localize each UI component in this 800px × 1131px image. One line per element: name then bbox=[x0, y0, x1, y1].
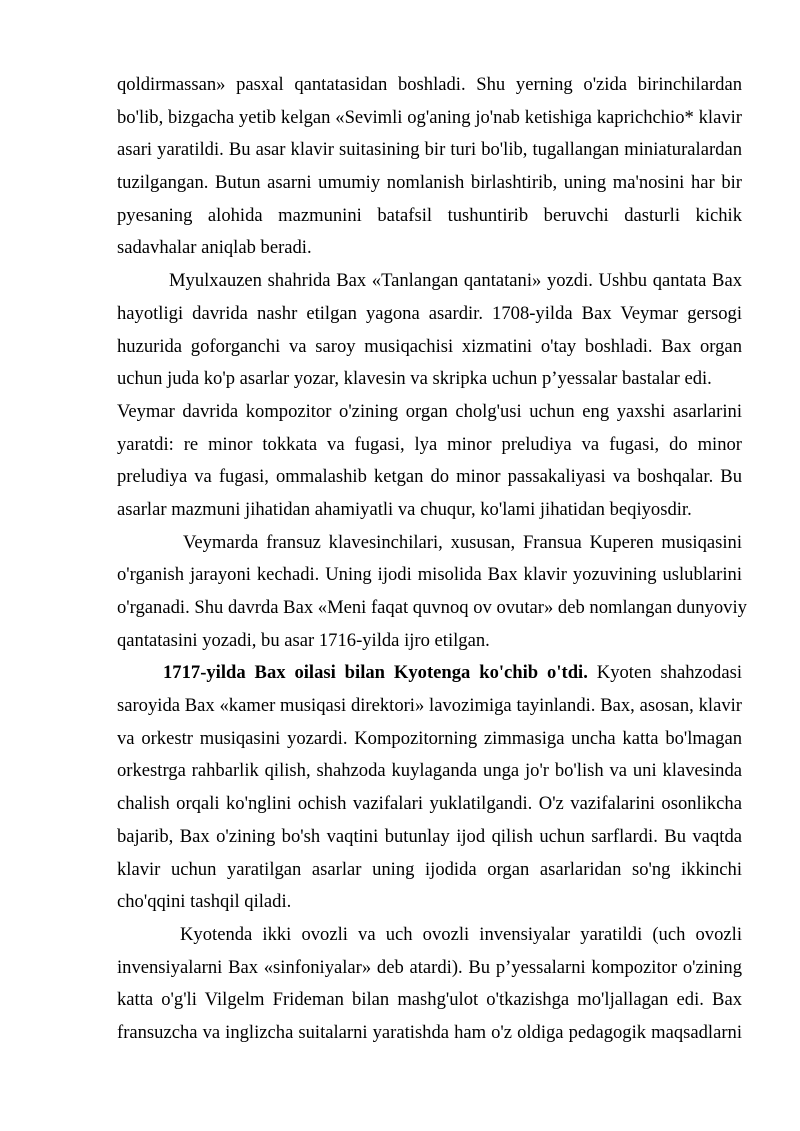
text-line: cho'qqini tashqil qiladi. bbox=[117, 891, 292, 913]
text-line: uchun juda ko'p asarlar yozar, klavesin va skripka uchun p’yessalar bastalar edi. bbox=[117, 368, 712, 390]
text-line: asarlar mazmuni jihatidan ahamiyatli va chuqur, ko'lami jihatidan beqiyosdir. bbox=[117, 498, 692, 520]
paragraph bbox=[117, 919, 742, 1050]
paragraph bbox=[117, 396, 742, 527]
text-line: o'rganish jarayoni kechadi. Uning ijodi misolida Bax klavir yozuvining uslublarini bbox=[117, 564, 742, 586]
text-line: invensiyalarni Bax «sinfoniyalar» deb atardi). Bu p’yessalarni kompozitor o'zining bbox=[117, 956, 742, 978]
paragraph bbox=[117, 265, 742, 396]
text-line: saroyida Bax «kamer musiqasi direktori» lavozimiga tayinlandi. Bax, asosan, klavir bbox=[117, 695, 742, 717]
paragraph bbox=[117, 527, 747, 658]
document-page bbox=[117, 69, 747, 1050]
text-line: chalish orqali ko'nglini ochish vazifalari yuklatilgandi. O'z vazifalarini osonlikcha bbox=[117, 793, 742, 815]
text-line bbox=[117, 657, 742, 690]
text-line: preludiya va fugasi, ommalashib ketgan do minor passakaliyasi va boshqalar. Bu bbox=[117, 466, 742, 488]
text-line: tuzilgangan. Butun asarni umumiy nomlanish birlashtirib, uning ma'nosini har bir bbox=[117, 172, 742, 194]
text-line: Veymar davrida kompozitor o'zining organ cholg'usi uchun eng yaxshi asarlarini bbox=[117, 400, 742, 422]
text-run: Kyoten shahzodasi bbox=[587, 662, 742, 684]
text-line: klavir uchun yaratilgan asarlar uning ijodida organ asarlaridan so'ng ikkinchi bbox=[117, 858, 742, 880]
text-line: Myulxauzen shahrida Bax «Tanlangan qantatani» yozdi. Ushbu qantata Bax bbox=[169, 270, 742, 292]
text-line: o'rganadi. Shu davrda Bax «Meni faqat quvnoq ov ovutar» deb nomlangan dunyoviy bbox=[117, 597, 747, 618]
text-line: bo'lib, bizgacha yetib kelgan «Sevimli og'aning jo'nab ketishiga kaprichchio* klavir bbox=[117, 106, 742, 128]
text-line: pyesaning alohida mazmunini batafsil tushuntirib beruvchi dasturli kichik bbox=[117, 204, 742, 226]
text-line: qoldirmassan» pasxal qantatasidan boshladi. Shu yerning o'zida birinchilardan bbox=[117, 74, 742, 95]
paragraph bbox=[117, 69, 742, 265]
text-line: Veymarda fransuz klavesinchilari, xususan, Fransua Kuperen musiqasini bbox=[183, 531, 742, 553]
paragraph bbox=[117, 657, 742, 919]
bold-heading-text: 1717-yilda Bax oilasi bilan Kyotenga ko'chib o'tdi. bbox=[163, 662, 588, 684]
text-line: qantatasini yozadi, bu asar 1716-yilda ijro etilgan. bbox=[117, 629, 490, 651]
text-line: sadavhalar aniqlab beradi. bbox=[117, 237, 312, 259]
text-line: yaratdi: re minor tokkata va fugasi, lya minor preludiya va fugasi, do minor bbox=[117, 433, 742, 455]
text-line: huzurida goforganchi va saroy musiqachisi xizmatini o'tay boshladi. Bax organ bbox=[117, 335, 742, 357]
text-line: va orkestr musiqasini yozardi. Kompozitorning zimmasiga uncha katta bo'lmagan bbox=[117, 727, 742, 749]
text-line: orkestrga rahbarlik qilish, shahzoda kuylaganda unga jo'r bo'lish va uni klavesinda bbox=[117, 760, 742, 782]
text-line: Kyotenda ikki ovozli va uch ovozli invensiyalar yaratildi (uch ovozli bbox=[180, 923, 742, 945]
text-line: asari yaratildi. Bu asar klavir suitasining bir turi bo'lib, tugallangan miniaturalardan bbox=[117, 139, 742, 161]
text-line: bajarib, Bax o'zining bo'sh vaqtini butunlay ijod qilish uchun sarflardi. Bu vaqtda bbox=[117, 825, 742, 847]
text-line: hayotligi davrida nashr etilgan yagona asardir. 1708-yilda Bax Veymar gersogi bbox=[117, 302, 742, 324]
text-line: katta o'g'li Vilgelm Frideman bilan mashg'ulot o'tkazishga mo'ljallagan edi. Bax bbox=[117, 989, 742, 1011]
text-line: fransuzcha va inglizcha suitalarni yaratishda ham o'z oldiga pedagogik maqsadlarni bbox=[117, 1021, 742, 1043]
